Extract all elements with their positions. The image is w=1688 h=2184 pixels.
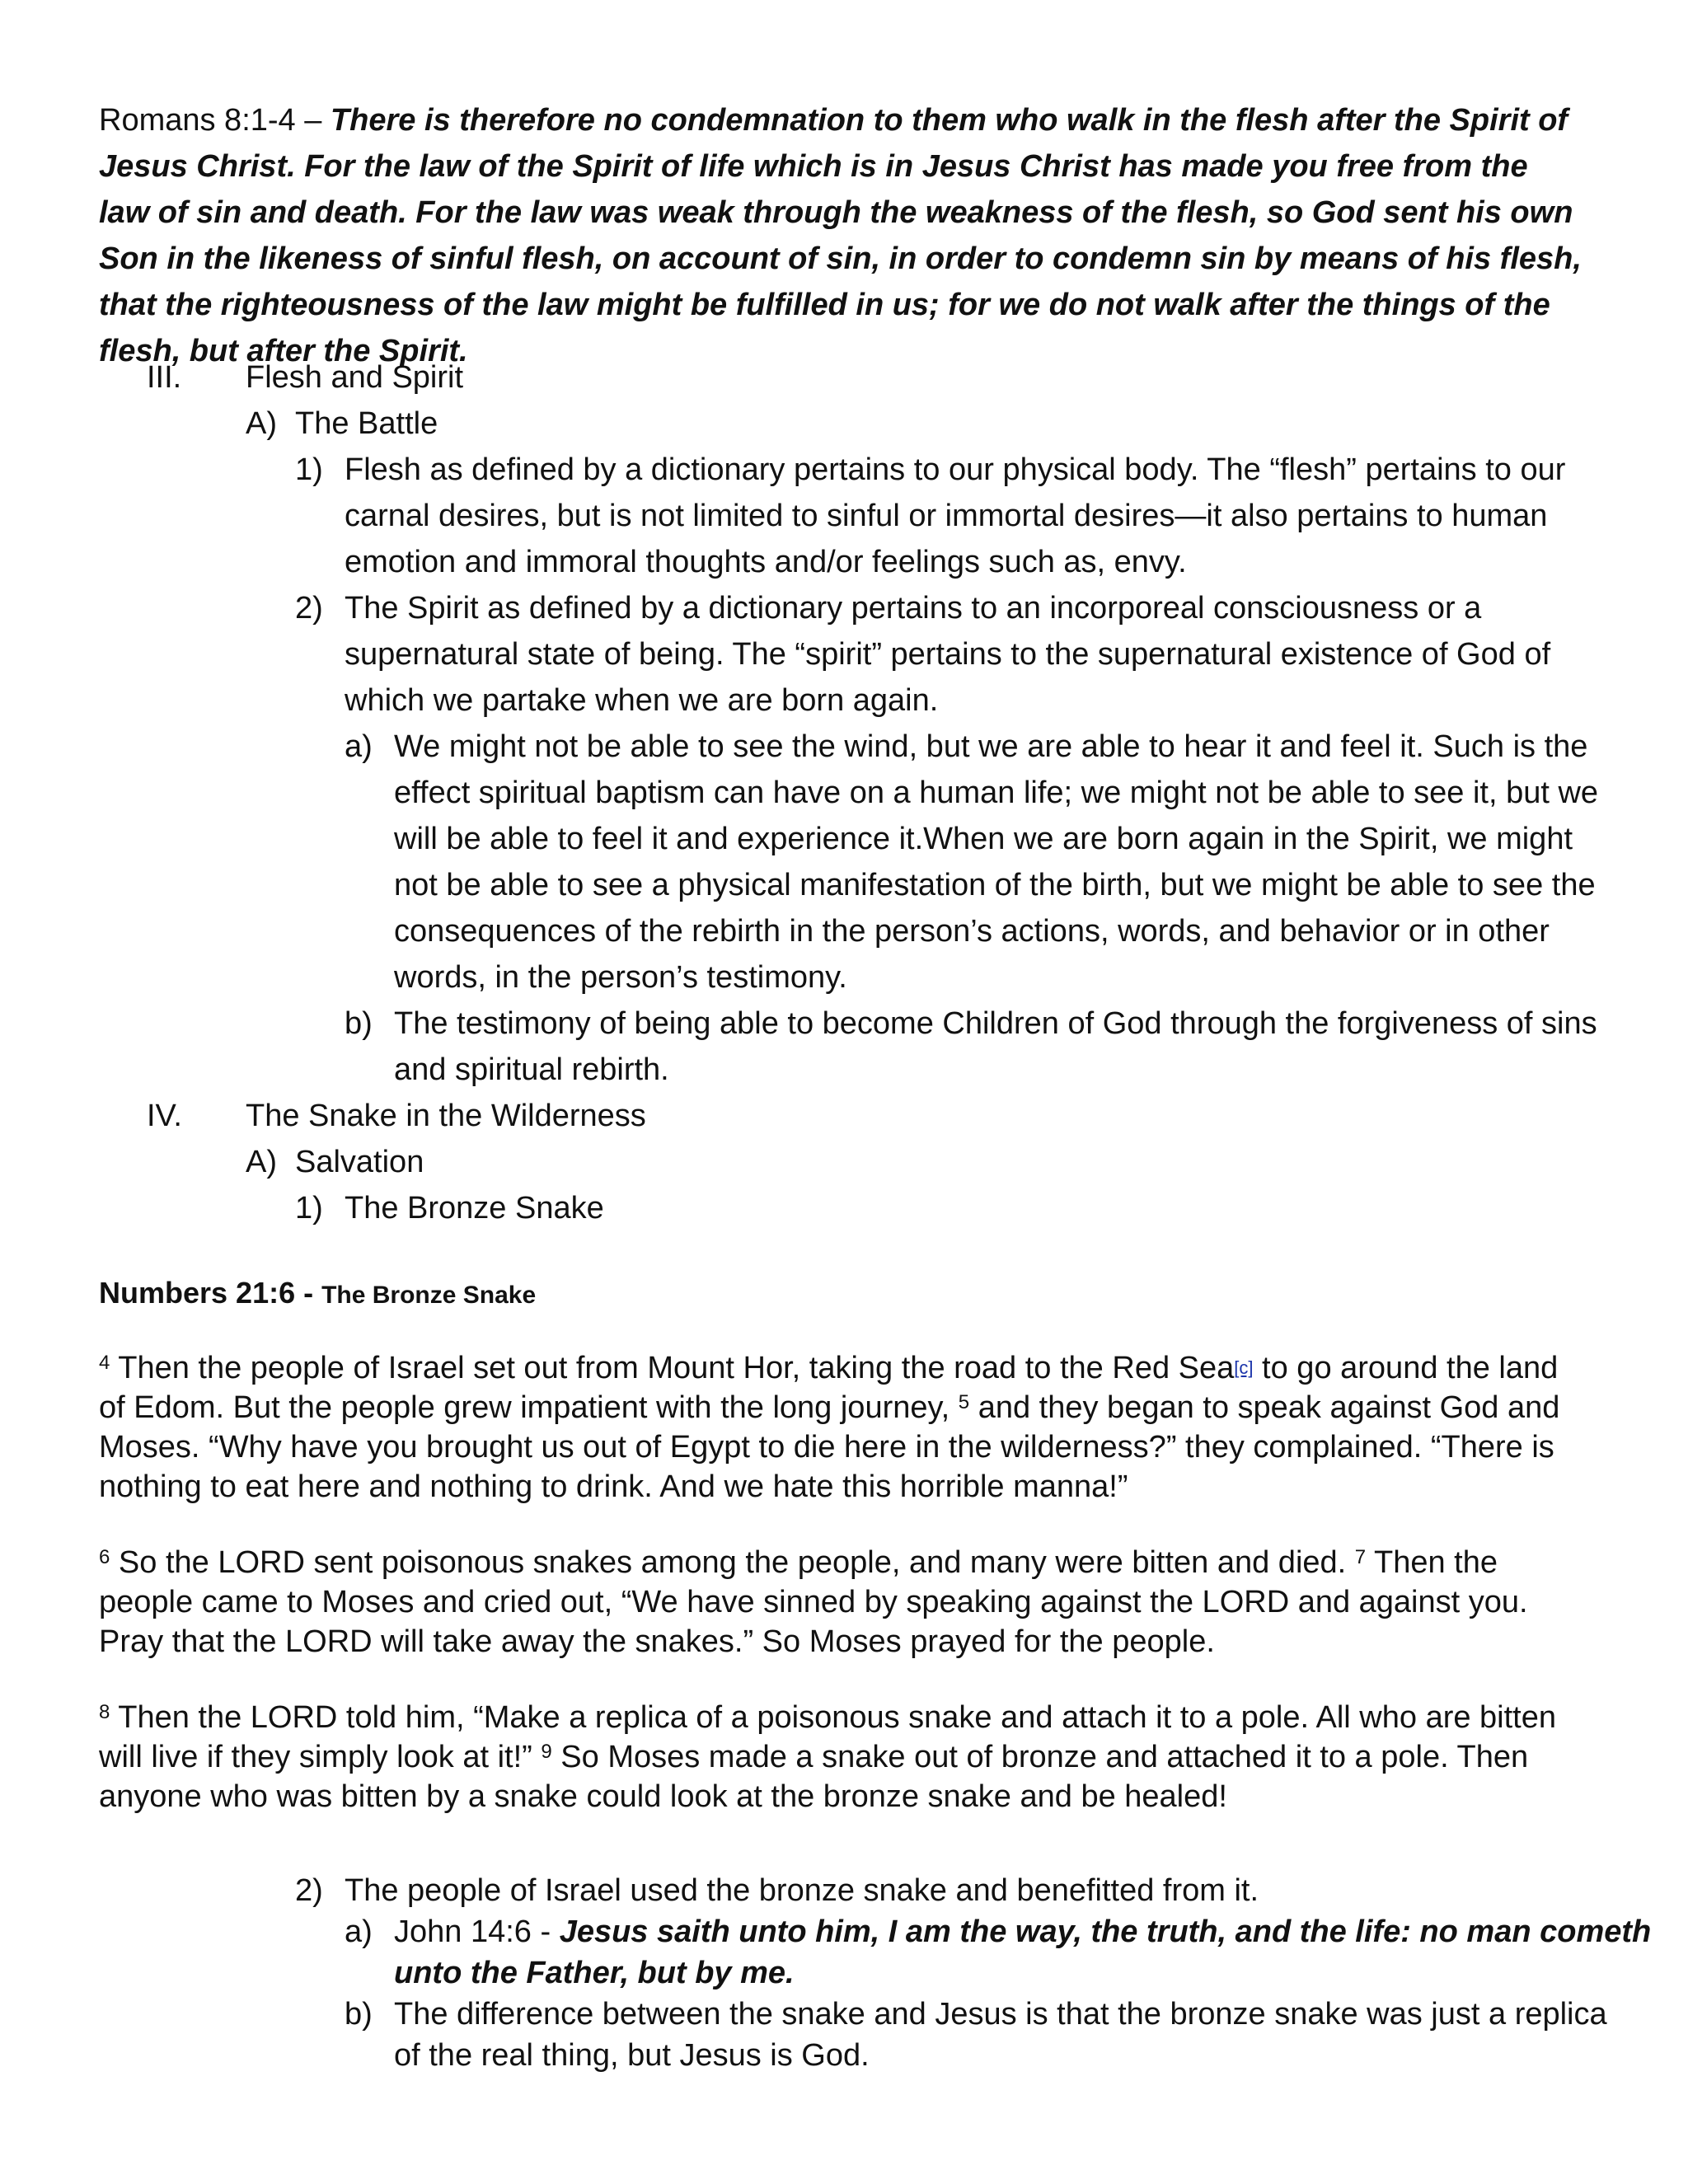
bible-paragraph-2 (99, 1543, 1582, 1661)
testimony-line: and spiritual rebirth. (394, 1052, 669, 1087)
bible-paragraph-3 (99, 1698, 1582, 1816)
verse-text: Then the people came to Moses and cried out, “We have sinned by speaking against the LORD and against you. Pray that the LORD will take away the snakes.” So Moses prayed for the people. (99, 1545, 1528, 1659)
outline-letter-a-2: A) (246, 1145, 277, 1179)
outline-numeral-iv: IV. (147, 1099, 182, 1133)
verse-text: and they began to speak against God and Moses. “Why have you brought us out of Egypt to die here in the wilderness?” they complained. “There is nothing to eat here and nothing to drink. And we hate this horrible manna!” (99, 1390, 1560, 1504)
wind-analogy-line: words, in the person’s testimony. (394, 960, 847, 995)
verse-number: 5 (958, 1391, 970, 1413)
wind-analogy-line: not be able to see a physical manifestation of the birth, but we might be able to see the (394, 868, 1596, 902)
outline-letter-a-sub: a) (345, 729, 373, 764)
footnote-link[interactable]: [c] (1234, 1357, 1254, 1378)
verse-text: So the LORD sent poisonous snakes among the people, and many were bitten and died. (110, 1545, 1355, 1580)
john-reference: John 14:6 - (394, 1915, 560, 1949)
outline-numeral-iii: III. (147, 360, 182, 395)
spirit-definition-line: supernatural state of being. The “spirit” pertains to the supernatural existence of God of (345, 637, 1551, 672)
john-quote-line (394, 1909, 1651, 1955)
outline-letter-b-3: b) (345, 1997, 373, 2032)
testimony-line: The testimony of being able to become Children of God through the forgiveness of sins (394, 1006, 1597, 1041)
outline-heading-salvation: Salvation (295, 1145, 424, 1179)
outline-letter-a: A) (246, 406, 277, 441)
verse-text: Then the people of Israel set out from Mount Hor, taking the road to the Red Sea (110, 1351, 1235, 1385)
numbers-reference: Numbers 21:6 - (99, 1276, 322, 1310)
numbers-heading (99, 1276, 536, 1310)
verse-number: 4 (99, 1352, 110, 1374)
wind-analogy-line: consequences of the rebirth in the person’s actions, words, and behavior or in other (394, 914, 1550, 949)
numbers-title: The Bronze Snake (321, 1282, 537, 1309)
verse-number: 7 (1354, 1546, 1367, 1568)
outline-number-2: 2) (295, 591, 323, 626)
difference-line: The difference between the snake and Jesus is that the bronze snake was just a replica (394, 1997, 1607, 2032)
romans-passage (99, 97, 1582, 374)
wind-analogy-line: effect spiritual baptism can have on a human life; we might not be able to see it, but we (394, 776, 1599, 810)
flesh-definition-line: carnal desires, but is not limited to sinful or immortal desires—it also pertains to human (345, 499, 1548, 533)
verse-number: 9 (541, 1741, 552, 1763)
outline-number-1: 1) (295, 452, 323, 487)
difference-line: of the real thing, but Jesus is God. (394, 2038, 870, 2073)
outline-heading-battle: The Battle (295, 406, 438, 441)
verse-text: to go around the land of Edom. But the people grew impatient with the long journey, (99, 1351, 1559, 1425)
bible-paragraph-1 (99, 1348, 1582, 1507)
verse-text: Then the LORD told him, “Make a replica of a poisonous snake and attach it to a pole. All who are bitten will live if they simply look at it!” (99, 1700, 1557, 1774)
wind-analogy-line: We might not be able to see the wind, but we are able to hear it and feel it. Such is the (394, 729, 1588, 764)
romans-reference: Romans 8:1-4 – (99, 103, 331, 138)
outline-heading-bronze-snake: The Bronze Snake (345, 1191, 604, 1226)
outline-letter-a-3: a) (345, 1915, 373, 1949)
verse-number: 8 (99, 1701, 110, 1723)
wind-analogy-line: will be able to feel it and experience it.When we are born again in the Spirit, we might (394, 822, 1573, 856)
outline-heading-flesh-spirit: Flesh and Spirit (246, 360, 464, 395)
john-quote: Jesus saith unto him, I am the way, the truth, and the life: no man cometh (559, 1915, 1652, 1949)
spirit-definition-line: which we partake when we are born again. (345, 683, 939, 718)
flesh-definition-line: emotion and immoral thoughts and/or feelings such as, envy. (345, 545, 1187, 579)
outline-number-1-b: 1) (295, 1191, 323, 1226)
romans-quote: There is therefore no condemnation to them who walk in the flesh after the Spirit of Jesus Christ. For the law of the Spirit of life which is in Jesus Christ has made you free from the law of sin and death. For the law was weak through the weakness of the flesh, so God sent his own Son in the likeness of sinful flesh, on account of sin, in order to condemn sin by means of his flesh, that the righteousness of the law might be fulfilled in us; for we do not walk after the things of the flesh, but after the Spirit. (99, 103, 1582, 368)
verse-text: So Moses made a snake out of bronze and attached it to a pole. Then anyone who was bitten by a snake could look at the bronze snake and be healed! (99, 1740, 1529, 1814)
outline-heading-snake-wilderness: The Snake in the Wilderness (246, 1099, 646, 1133)
verse-number: 6 (99, 1546, 110, 1568)
flesh-definition-line: Flesh as defined by a dictionary pertains to our physical body. The “flesh” pertains to our (345, 452, 1566, 487)
john-quote-line: unto the Father, but by me. (394, 1956, 795, 1990)
bronze-snake-usage-line: The people of Israel used the bronze snake and benefitted from it. (345, 1873, 1259, 1908)
spirit-definition-line: The Spirit as defined by a dictionary pertains to an incorporeal consciousness or a (345, 591, 1482, 626)
outline-letter-b-sub: b) (345, 1006, 373, 1041)
outline-number-2-b: 2) (295, 1873, 323, 1908)
